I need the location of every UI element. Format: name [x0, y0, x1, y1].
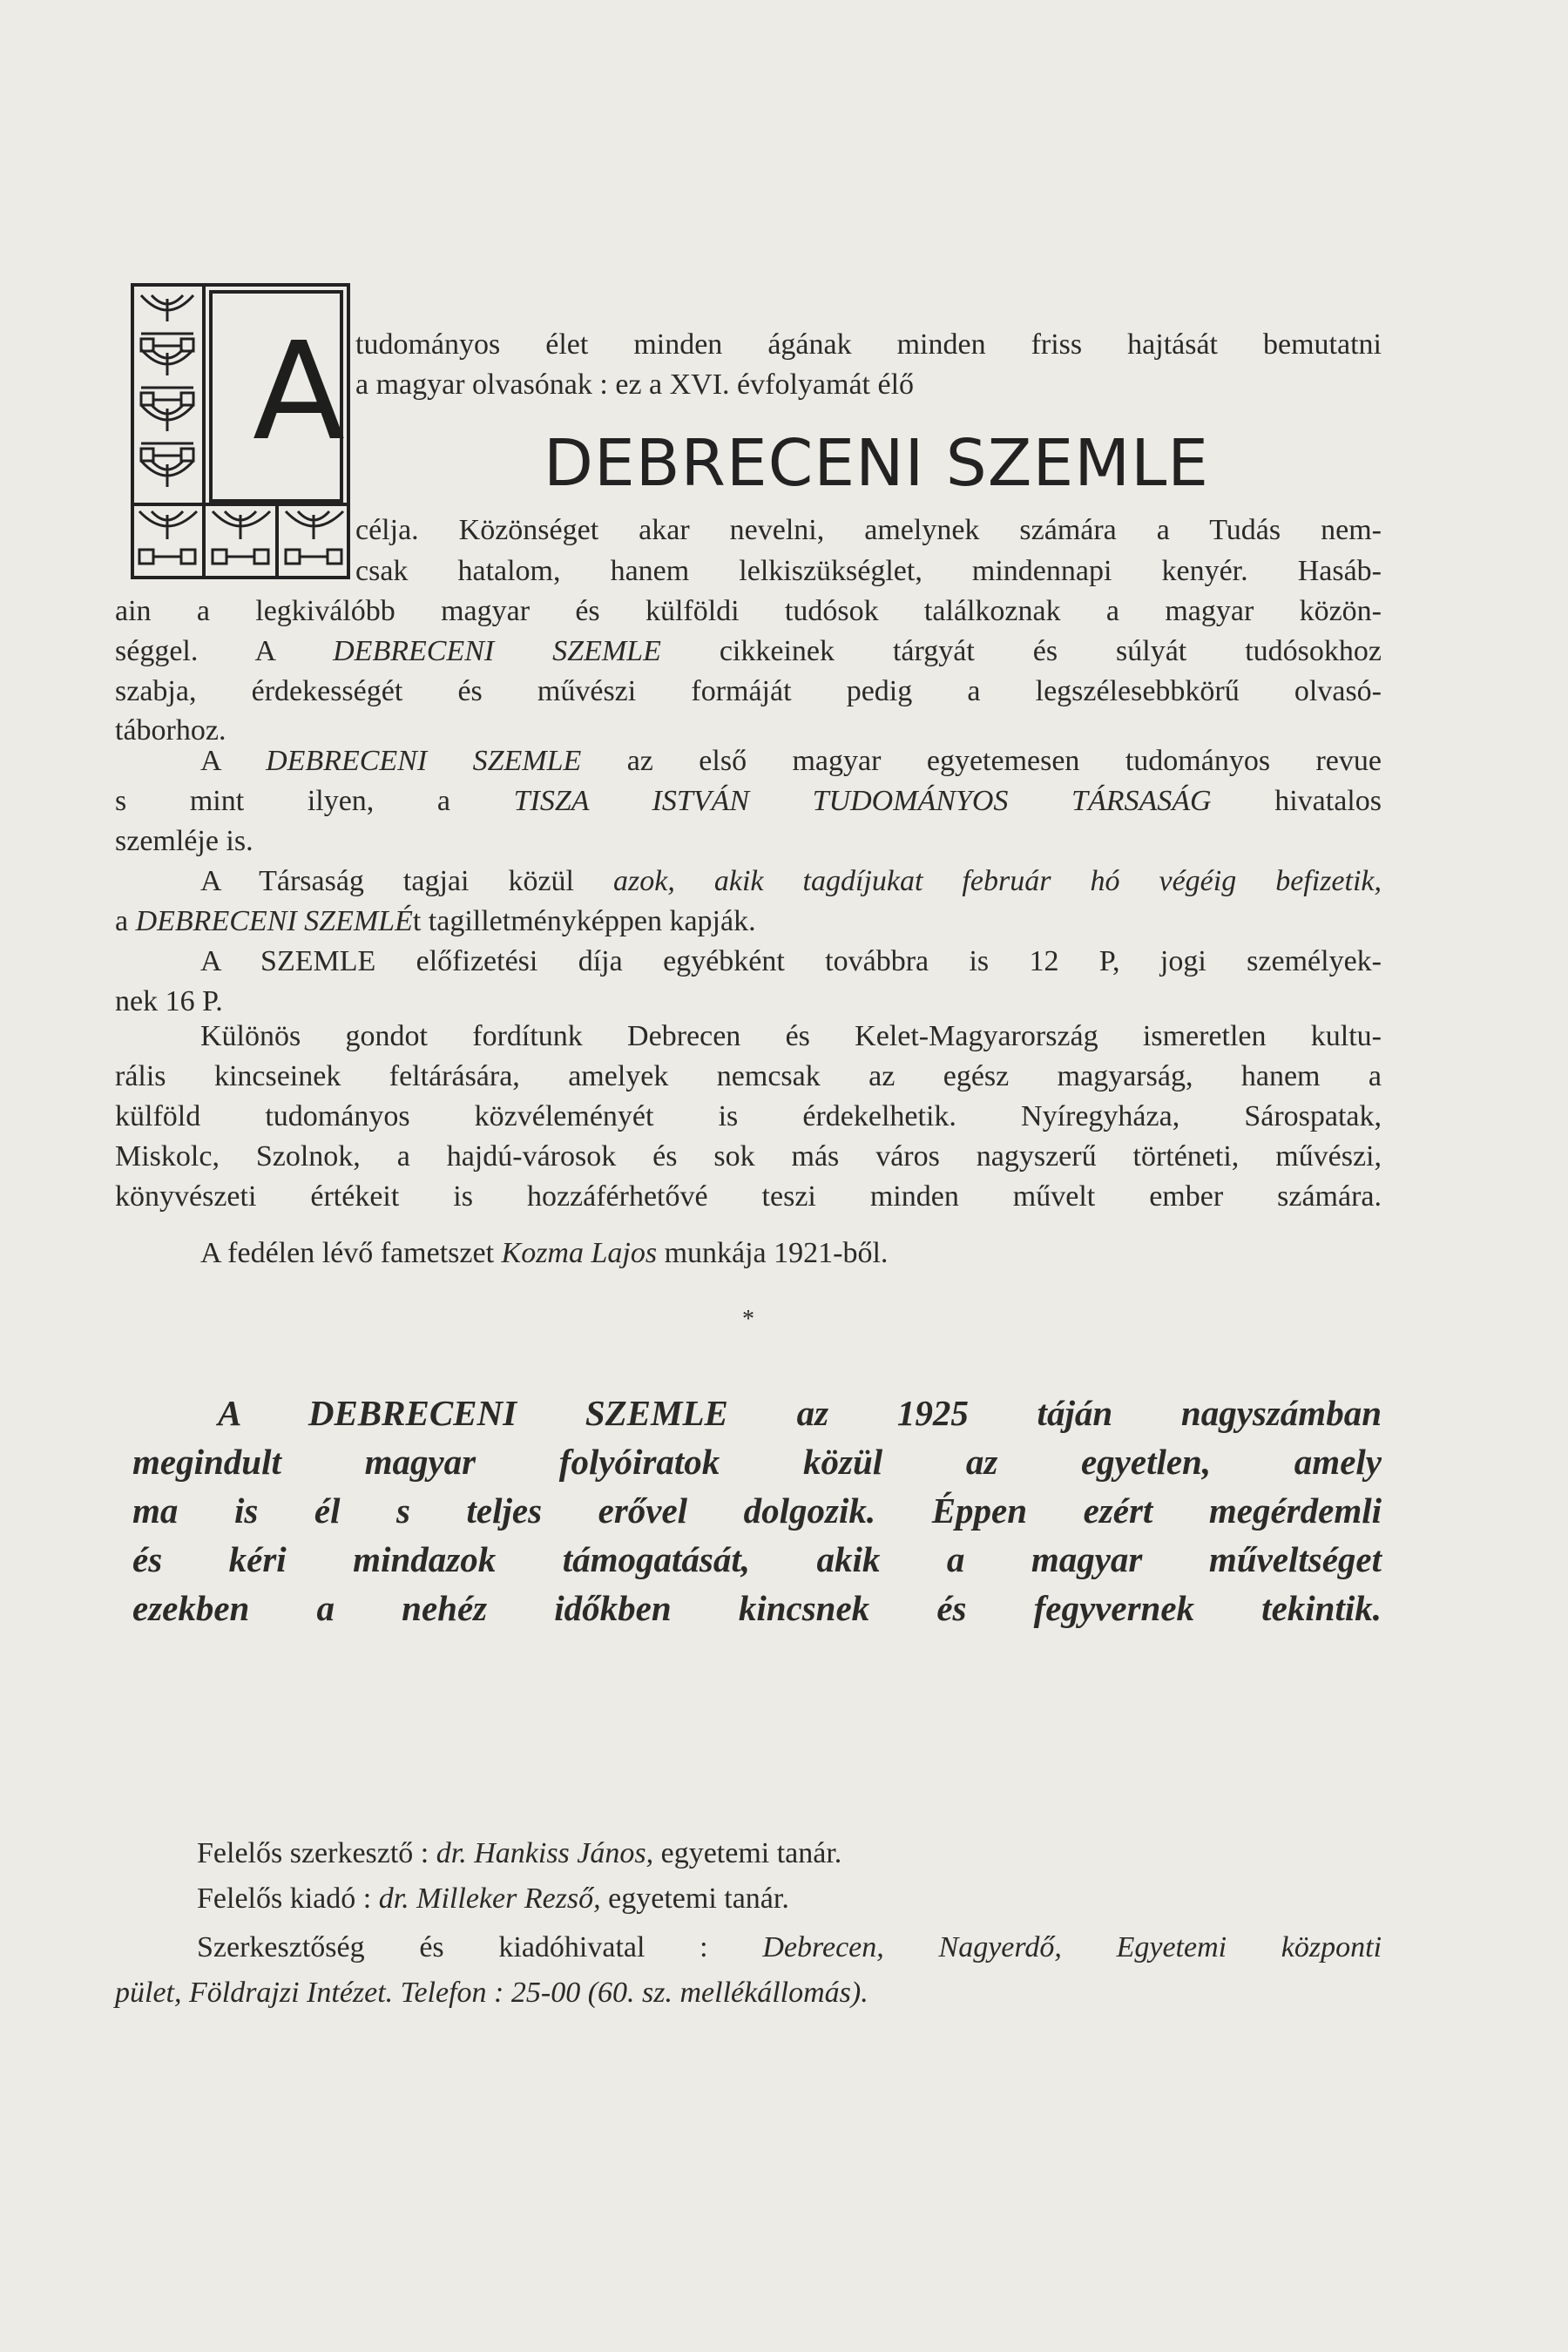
appeal-line-2: megindult magyar folyóiratok közül az egyetlen, amely — [132, 1442, 1382, 1482]
text-run: a — [115, 905, 129, 937]
appeal-line-4: és kéri mindazok támogatását, akik a magyar műveltséget — [132, 1539, 1382, 1579]
paragraph-4-line-2: nek 16 P. — [115, 985, 223, 1017]
paragraph-2-line-3: szemléje is. — [115, 825, 253, 857]
society-name: TISZA ISTVÁN TUDOMÁNYOS TÁRSASÁG — [513, 785, 1212, 817]
paragraph-3-line-2 — [115, 901, 756, 943]
imprint-office — [197, 1927, 1382, 1969]
artist-name: Kozma Lajos — [501, 1237, 658, 1269]
text-run: az első magyar egyetemesen tudományos revue — [626, 745, 1382, 777]
imprint-label: Szerkesztőség és kiadóhivatal : — [197, 1931, 708, 1963]
paragraph-1-line-4: táborhoz. — [115, 714, 226, 747]
paragraph-5-line-2: rális kincseinek feltárására, amelyek nemcsak az egész magyarság, hanem a — [115, 1060, 1382, 1092]
text-run: munkája 1921-ből. — [664, 1237, 889, 1269]
paragraph-2-line-2 — [115, 781, 1382, 822]
intro-line-1: tudományos élet minden ágának minden friss hajtását bemutatni — [355, 328, 1382, 361]
imprint-publisher — [197, 1878, 789, 1920]
imprint-editor — [197, 1833, 841, 1875]
intro-line-2: a magyar olvasónak : ez a XVI. évfolyamát élő — [355, 368, 915, 401]
imprint-label: Felelős kiadó : — [197, 1882, 372, 1915]
drop-cap-letter: A — [253, 313, 346, 470]
publisher-title: egyetemi tanár. — [608, 1882, 789, 1915]
paragraph-4-line-1: A SZEMLE előfizetési díja egyébként továbbra is 12 P, jogi személyek- — [200, 945, 1382, 977]
text-run: A Társaság tagjai közül — [200, 865, 575, 897]
paragraph-3-line-1 — [200, 861, 1382, 902]
appeal-line-3: ma is él s teljes erővel dolgozik. Éppen ezért megérdemli — [132, 1490, 1382, 1531]
imprint-label: Felelős szerkesztő : — [197, 1837, 429, 1869]
paragraph-5-line-5: könyvészeti értékeit is hozzáférhetővé teszi minden művelt ember számára. — [115, 1180, 1382, 1213]
editor-title: egyetemi tanár. — [660, 1837, 842, 1869]
masthead-title: DEBRECENI SZEMLE — [544, 426, 1210, 501]
paragraph-1-line-1: ain a legkiválóbb magyar és külföldi tudósok találkoznak a magyar közön- — [115, 595, 1382, 627]
appeal-line-5: ezekben a nehéz időkben kincsnek és fegyvernek tekintik. — [132, 1588, 1382, 1628]
office-address: Debrecen, Nagyerdő, Egyetemi központi — [762, 1931, 1382, 1963]
emphasis: azok, akik tagdíjukat február hó végéig befizetik, — [613, 865, 1382, 897]
text-run: hivatalos — [1274, 785, 1382, 817]
paragraph-1-line-3: szabja, érdekességét és művészi formáját pedig a legszélesebbkörű olvasó- — [115, 675, 1382, 707]
journal-name: DEBRECENI SZEMLE — [333, 635, 661, 667]
paragraph-5-line-1: Különös gondot fordítunk Debrecen és Kelet-Magyarország ismeretlen kultu- — [200, 1020, 1382, 1052]
intro-line-4: csak hatalom, hanem lelkiszükséglet, mindennapi kenyér. Hasáb- — [355, 555, 1382, 587]
intro-line-3: célja. Közönséget akar nevelni, amelynek számára a Tudás nem- — [355, 514, 1382, 546]
appeal-line-1: A DEBRECENI SZEMLE az 1925 táján nagyszámban — [218, 1393, 1382, 1433]
paragraph-2-line-1 — [200, 740, 1382, 782]
paragraph-1-line-2 — [115, 631, 1382, 672]
section-separator: * — [742, 1306, 754, 1333]
text-run: A — [200, 745, 220, 777]
journal-name: DEBRECENI SZEMLÉ — [135, 905, 413, 937]
paragraph-5-line-3: külföld tudományos közvéleményét is érdekelhetik. Nyíregyháza, Sárospatak, — [115, 1100, 1382, 1132]
text-run: A fedélen lévő fametszet — [200, 1237, 495, 1269]
text-run: cikkeinek tárgyát és súlyát tudósokhoz — [719, 635, 1382, 667]
text-run: séggel. A — [115, 635, 275, 667]
paragraph-5-line-4: Miskolc, Szolnok, a hajdú-városok és sok más város nagyszerű történeti, művészi, — [115, 1140, 1382, 1173]
imprint-office-line-2: pület, Földrajzi Intézet. Telefon : 25-00 (60. sz. mellékállomás). — [115, 1977, 868, 2009]
publisher-name: dr. Milleker Rezső, — [378, 1882, 601, 1915]
text-run: t tagilletményképpen kapják. — [412, 905, 756, 937]
woodcut-credit — [200, 1233, 888, 1274]
journal-name: DEBRECENI SZEMLE — [266, 745, 582, 777]
text-run: s mint ilyen, a — [115, 785, 451, 817]
editor-name: dr. Hankiss János, — [436, 1837, 654, 1869]
